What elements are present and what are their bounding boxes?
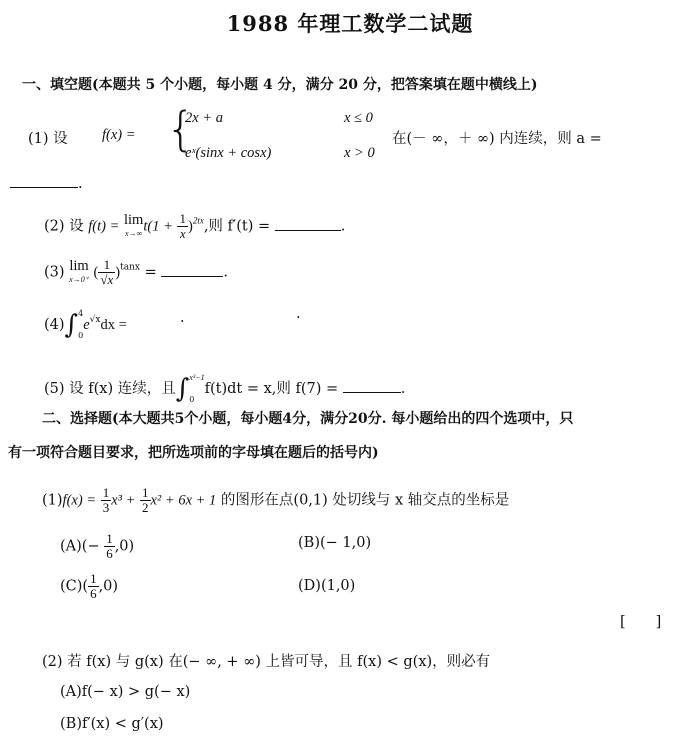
s1-q4-upper: 4 — [78, 309, 84, 318]
s1-q3-close: ) — [115, 264, 121, 281]
s2-q2 — [42, 650, 490, 671]
s1-q3-eq: = — [144, 264, 157, 281]
s1-q4-dot2: · — [296, 310, 301, 326]
s2-q1-term2: x² + 6x + 1 — [150, 492, 217, 509]
s1-q2-num: (2) — [44, 218, 65, 235]
s2-q1-frac1-den: 3 — [102, 500, 110, 515]
s1-q3-lim-sub: x→0⁺ — [69, 274, 89, 284]
s1-q1-case1-expr: 2x + a — [185, 110, 223, 126]
s2-q1-frac2-den: 2 — [142, 500, 149, 515]
s2-q1-optC-label: (C)( — [60, 578, 89, 595]
s1-q2-limit — [124, 211, 144, 240]
s2-q1-optC-end: ,0) — [98, 578, 119, 595]
s1-q5-num: (5) — [44, 381, 65, 397]
section2-heading-line1: 二、选择题(本大题共5个小题，每小题4分，满分20分. 每小题给出的四个选项中，只 — [42, 411, 574, 427]
answer-blank — [275, 218, 341, 231]
s1-q3 — [44, 258, 228, 287]
s2-q1-option-a — [60, 532, 134, 561]
s1-q3-exp: tanx — [120, 262, 140, 273]
s1-q2-frac-num: 1 — [179, 211, 186, 226]
s2-q1-num: (1) — [42, 492, 63, 509]
s1-q1-answer-line — [10, 175, 83, 192]
bracket-close: ] — [655, 614, 662, 630]
s1-q2 — [44, 212, 345, 241]
s2-q1-option-d: (D)(1,0) — [298, 578, 356, 594]
s1-q5-integrand: f(t)dt = x,则 f(7) = — [204, 381, 339, 397]
s1-q1-case2-expr: eˣ(sinx + cosx) — [185, 145, 272, 161]
s1-q4-dx: dx = — [100, 317, 127, 333]
s1-q5-upper: x³−1 — [189, 373, 205, 382]
s1-q2-prefix: 设 — [69, 218, 84, 235]
s1-q1-case2-cond: x > 0 — [344, 145, 375, 161]
answer-blank — [343, 380, 401, 393]
bracket-open: [ — [620, 614, 626, 630]
s2-q1-answer-bracket — [620, 614, 661, 630]
s2-q1-optA-den: 6 — [106, 546, 113, 561]
s1-q2-frac-den: x — [179, 226, 186, 241]
s2-q1 — [42, 486, 509, 515]
s2-q1-suffix: 的图形在点(0,1) 处切线与 x 轴交点的坐标是 — [220, 492, 510, 509]
s1-q2-end: . — [340, 218, 346, 235]
s1-q2-fraction — [177, 212, 188, 241]
s2-q2-option-a: (A)f(− x) > g(− x) — [60, 684, 191, 700]
s1-q4-num: (4) — [44, 317, 65, 333]
s1-q4-integrand: e — [83, 317, 90, 333]
s1-q1-end: . — [78, 176, 83, 192]
s1-q5 — [44, 372, 405, 406]
s1-q4-exp: √x — [89, 315, 101, 325]
s1-q1-number — [28, 127, 68, 148]
s1-q4 — [44, 308, 127, 342]
s2-q2-num: (2) — [42, 654, 63, 670]
s2-q2-option-b: (B)f′(x) < g′(x) — [60, 716, 164, 732]
integral-icon: ∫ — [64, 310, 79, 340]
s2-q1-optA-end: ,0) — [114, 538, 135, 555]
page-title: 1988 年理工数学二试题 — [226, 11, 474, 36]
s2-q2-text: 若 f(x) 与 g(x) 在(− ∞, + ∞) 上皆可导，且 f(x) < g(x)，则必有 — [67, 654, 491, 670]
s2-q1-option-b: (B)(− 1,0) — [298, 535, 372, 551]
s1-q3-num: (3) — [44, 264, 65, 281]
s2-q1-option-c — [60, 572, 118, 601]
s1-q2-suffix: ,则 f′(t) = — [203, 218, 271, 235]
s1-q1-suffix: 在(－ ∞，＋ ∞) 内连续，则 a = — [392, 131, 602, 147]
answer-blank — [10, 175, 78, 188]
s2-q1-optC-den: 6 — [90, 586, 97, 601]
s1-q1-num: (1) — [28, 131, 49, 147]
s1-q1-prefix: 设 — [53, 131, 68, 147]
s2-q1-lhs: f(x) = — [62, 492, 97, 509]
s1-q3-fraction — [98, 258, 115, 287]
s1-q2-exp: 2tx — [192, 215, 204, 226]
s1-q2-body: t(1 + — [143, 218, 173, 235]
s1-q3-frac-num: 1 — [98, 258, 115, 273]
s1-q1-case1-cond: x ≤ 0 — [344, 110, 373, 126]
s1-q5-prefix: 设 f(x) 连续，且 — [69, 381, 176, 397]
s1-q3-end: . — [223, 264, 228, 281]
s2-q1-optA-label: (A)(− — [60, 538, 100, 555]
s1-q4-lower: 0 — [78, 331, 84, 340]
s1-q2-lim-sub: x→∞ — [125, 228, 143, 238]
s1-q5-lower: 0 — [189, 395, 195, 404]
s2-q1-optA-frac — [104, 532, 115, 561]
s1-q2-close: ) — [187, 218, 193, 235]
s2-q1-term1: x³ + — [111, 492, 136, 509]
s1-q1-fx: f(x) = — [102, 127, 136, 143]
s2-q1-optC-frac — [88, 572, 99, 601]
s1-q3-lim-word: lim — [69, 257, 89, 274]
s1-q5-end: . — [400, 381, 406, 397]
s1-q5-bounds — [189, 372, 204, 406]
s1-q3-open: ( — [93, 264, 99, 281]
s2-q1-optA-num: 1 — [106, 531, 113, 546]
s2-q1-frac2-num: 1 — [142, 485, 149, 500]
s2-q1-frac1 — [101, 486, 112, 515]
section2-heading-line2: 有一项符合题目要求，把所选项前的字母填在题后的括号内) — [8, 445, 379, 461]
s2-q1-frac1-num: 1 — [102, 485, 110, 500]
integral-icon: ∫ — [175, 374, 190, 404]
s2-q1-optC-num: 1 — [90, 571, 97, 586]
section1-heading: 一、填空题(本题共 5 个小题，每小题 4 分，满分 20 分，把答案填在题中横线上) — [22, 77, 538, 93]
s1-q2-lhs: f(t) = — [88, 218, 120, 235]
s1-q4-dot1: · — [180, 314, 185, 330]
s1-q2-lim-word: lim — [124, 211, 144, 228]
s1-q1-brace: { — [166, 102, 196, 156]
answer-blank — [161, 264, 223, 277]
s2-q1-frac2 — [140, 486, 151, 515]
s1-q3-frac-den: √x — [100, 272, 114, 287]
s1-q3-limit — [69, 257, 89, 286]
